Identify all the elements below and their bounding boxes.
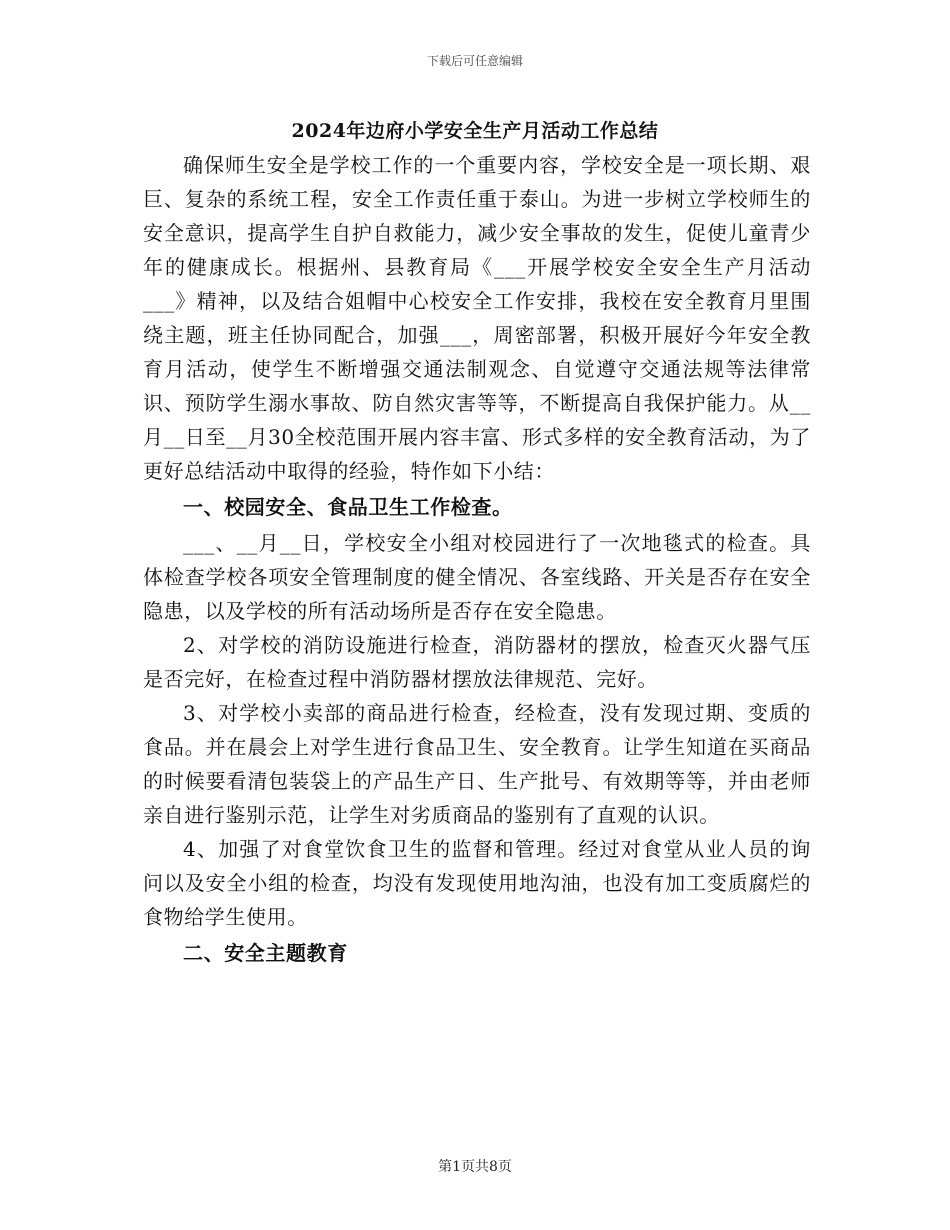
paragraph-item-4: 4、加强了对食堂饮食卫生的监督和管理。经过对食堂从业人员的询问以及安全小组的检查，均没有发现使用地沟油，也没有加工变质腐烂的食物给学生使用。 — [143, 837, 811, 929]
page-footer: 第1页共8页 — [438, 1159, 512, 1175]
intro-paragraph: 确保师生安全是学校工作的一个重要内容，学校安全是一项长期、艰巨、复杂的系统工程，安全工作责任重于泰山。为进一步树立学校师生的安全意识，提高学生自护自救能力，减少安全事故的发生，促使儿童青少年的健康成长。根据州、县教育局《___开展学校安全安全生产月活动___》精神，以及结合姐帽中心校安全工作安排，我校在安全教育月里围绕主题，班主任协同配合，加强___，周密部署，积极开展好今年安全教育月活动，使学生不断增强交通法制观念、自觉遵守交通法规等法律常识、预防学生溺水事故、防自然灾害等等，不断提高自我保护能力。从__月__日至__月30全校范围开展内容丰富、形式多样的安全教育活动，为了更好总结活动中取得的经验，特作如下小结： — [143, 153, 811, 483]
section-heading-1: 一、校园安全、食品卫生工作检查。 — [183, 495, 513, 519]
page-header: 下载后可任意编辑 — [426, 54, 523, 68]
document-body — [143, 148, 811, 972]
paragraph-item-2: 2、对学校的消防设施进行检查，消防器材的摆放，检查灭火器气压是否完好，在检查过程中消防器材摆放法律规范、完好。 — [143, 633, 811, 691]
document-title: 2024年边府小学安全生产月活动工作总结 — [291, 120, 659, 142]
paragraph-item-3: 3、对学校小卖部的商品进行检查，经检查，没有发现过期、变质的食品。并在晨会上对学生进行食品卫生、安全教育。让学生知道在买商品的时候要看清包装袋上的产品生产日、生产批号、有效期等等，并由老师亲自进行鉴别示范，让学生对劣质商品的鉴别有了直观的认识。 — [143, 701, 811, 827]
section-heading-2: 二、安全主题教育 — [183, 941, 348, 965]
paragraph-item-1: ___、__月__日，学校安全小组对校园进行了一次地毯式的检查。具体检查学校各项安全管理制度的健全情况、各室线路、开关是否存在安全隐患，以及学校的所有活动场所是否存在安全隐患。 — [143, 531, 811, 623]
